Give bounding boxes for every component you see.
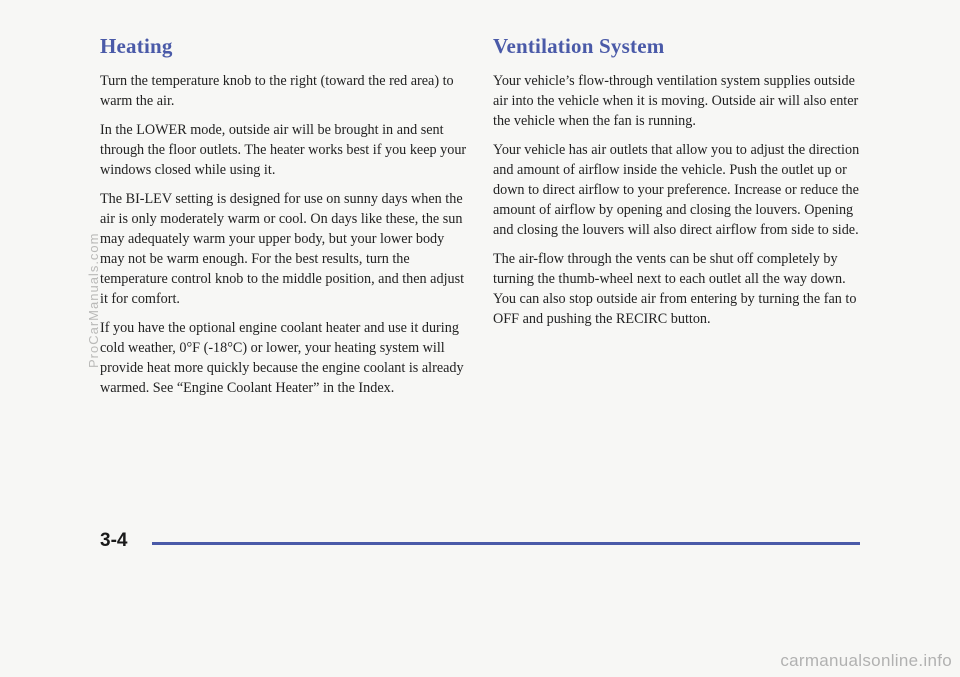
heating-paragraph: Turn the temperature knob to the right (toward the red area) to warm the air. (100, 73, 454, 109)
site-watermark: carmanualsonline.info (780, 651, 952, 670)
heating-paragraph: In the LOWER mode, outside air will be brought in and sent through the floor outlets. The heater works best if you keep your windows closed while using it. (100, 122, 467, 178)
ventilation-paragraph: Your vehicle’s flow-through ventilation system supplies outside air into the vehicle when it is moving. Outside air will also enter the vehicle when the fan is running. (493, 73, 859, 129)
ventilation-paragraph: Your vehicle has air outlets that allow you to adjust the direction and amount of airflow inside the vehicle. Push the outlet up or down to direct airflow to your preference. Increase or reduce the amount of airflow by opening and closing the louvers. Opening and closing the louvers will also direct airflow from side to side. (493, 142, 860, 238)
heating-section (100, 34, 470, 407)
vertical-watermark: ProCarManuals.com (86, 232, 101, 368)
ventilation-paragraph: The air-flow through the vents can be shut off completely by turning the thumb-wheel next to each outlet all the way down. You can also stop outside air from entering by turning the fan to OFF and pushing the RECIRC button. (493, 251, 857, 327)
page-footer (100, 530, 860, 560)
heating-paragraph: If you have the optional engine coolant heater and use it during cold weather, 0°F (-18°C) or lower, your heating system will provide heat more quickly because the engine coolant is already warmed. See “Engine Coolant Heater” in the Index. (100, 320, 464, 396)
page-number: 3-4 (100, 530, 128, 551)
heating-paragraph: The BI-LEV setting is designed for use on sunny days when the air is only moderately warm or cool. On days like these, the sun may adequately warm your upper body, but your lower body may not be warm enough. For the best results, turn the temperature control knob to the middle position, and then adjust it for comfort. (100, 191, 465, 307)
ventilation-section (493, 34, 865, 338)
ventilation-heading: Ventilation System (493, 34, 665, 58)
heating-heading: Heating (100, 34, 173, 58)
footer-rule (152, 542, 860, 545)
